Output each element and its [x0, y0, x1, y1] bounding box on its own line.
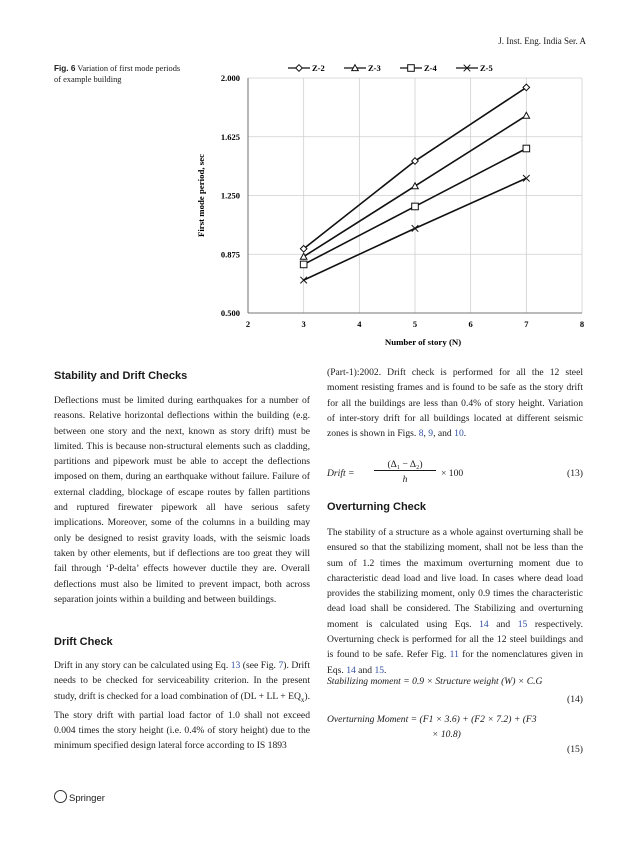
fig10-link[interactable]: 10 [454, 428, 464, 440]
x-tick-label: 2 [245, 319, 251, 329]
eq15-link-2[interactable]: 15 [374, 664, 385, 676]
sep-3: . [463, 428, 467, 440]
eq13-numerator: (Δ₁ − Δ₂) [374, 459, 436, 471]
legend-marker [296, 65, 303, 72]
eq15-number: (15) [567, 744, 583, 755]
x-tick-label: 5 [412, 319, 418, 329]
ot-text-a: The stability of a structure as a whole against overturning shall be ensured so that the stabilizing moment, shall not be less than the sum of 1.2 times the maximum overturning moment due to characteristic dead load and live load. In cases where dead load provides the stabilizing moment, only 0.9 times the characteristic dead load shall be considered. The Stabilizing and overturning moment is calculated using Eqs. [327, 527, 583, 630]
eq14-number: (14) [567, 694, 583, 705]
eq14-link[interactable]: 14 [479, 618, 489, 630]
sep-1: , [423, 428, 429, 440]
drift-check-text: (Part-1):2002. Drift check is performed for all the 12 steel moment resisting frames and is found to be safe as the story drift for all the buildings are less than 0.4% of story height. Variation of inter-story drift for all buildings located at different seismic zones is shown in Figs. [327, 367, 583, 440]
legend-label: Z-4 [424, 63, 437, 73]
legend-label: Z-2 [312, 63, 325, 73]
equation-15-line-1: Overturning Moment = (F1 × 3.6) + (F2 × 7.2) + (F3 [327, 714, 537, 725]
eq13-number: (13) [567, 468, 583, 479]
springer-logo-icon [54, 790, 67, 803]
legend-marker [408, 65, 415, 72]
x-axis-title: Number of story (N) [384, 337, 462, 347]
y-tick-label: 2.000 [220, 73, 240, 83]
ot-text-f: . [384, 664, 387, 676]
section-heading-drift: Drift Check [54, 636, 113, 648]
drift-text-a: Drift in any story can be calculated using Eq. [54, 660, 231, 671]
drift-paragraph [54, 658, 310, 754]
eq13-rhs: × 100 [441, 468, 464, 479]
eq13-denominator: h [402, 474, 408, 485]
publisher-name: Springer [69, 793, 105, 804]
stability-paragraph: Deflections must be limited during earthquakes for a number of reasons. Relative horizontal deflections within the building (e.g. between one story and the next, known as story drift) must be limited. This is because non-structural elements such as cladding, partitions and pipework must be able to accept the deflections imposed on them, during an earthquake without failure. Failure of external cladding, blockage of escape routes by fallen partitions and ruptured firewater pipework all have serious safety implications. Moreover, some of the columns in a building may only be designed to resist gravity loads, with the seismic loads taken by other elements, but if deflections are too great they will fail through ‘P-delta’ effects however ductile they are. Overall deflections must also be limited to prevent impact, both across separation joints within a building and between buildings. [54, 395, 310, 605]
figure-caption [54, 63, 189, 85]
equation-15-line-2: × 10.8) [432, 729, 461, 740]
section-heading-stability: Stability and Drift Checks [54, 370, 188, 382]
ot-text-e: and [355, 664, 375, 676]
ot-text-c: respectively. Overturning check is performed for all the 12 steel buildings and is found to be safe. Refer Fig. [327, 618, 583, 661]
x-tick-label: 3 [301, 319, 306, 329]
fig11-link[interactable]: 11 [449, 649, 459, 661]
data-point-z-3 [523, 112, 530, 118]
sep-2: , and [433, 428, 455, 440]
data-point-z-4 [412, 203, 419, 210]
drift-text-d: ). The story drift with partial load factor of 1.0 shall not exceed 0.004 times the story height (i.e. 0.4% of story height) due to the minimum specified design lateral force according to IS 1893 [54, 690, 310, 752]
period-chart [190, 56, 600, 356]
eq-subscript: x [300, 695, 305, 704]
data-point-z-4 [523, 145, 530, 152]
eq13-link[interactable]: 13 [230, 660, 241, 671]
y-tick-label: 1.250 [220, 190, 240, 201]
legend-label: Z-5 [480, 63, 493, 73]
figure-label: Fig. 6 [54, 64, 76, 73]
figure-caption-text: Variation of first mode periods of example building [54, 64, 181, 84]
legend-label: Z-3 [368, 63, 381, 73]
right-paragraph-1 [327, 365, 583, 441]
y-tick-label: 0.500 [220, 308, 240, 318]
overturning-paragraph [327, 525, 583, 678]
y-axis-title: First mode period, sec [196, 153, 206, 238]
x-tick-label: 4 [357, 319, 362, 329]
publisher-footer [54, 790, 105, 804]
y-tick-label: 1.625 [220, 131, 240, 142]
ot-text-b: and [488, 618, 518, 630]
drift-text-c: ). Drift needs to be checked for serviceability criterion. In the present study, drift is checked for a load combination of (DL + LL + EQ [54, 660, 310, 702]
data-point-z-4 [300, 261, 307, 268]
eq14-link-2[interactable]: 14 [346, 664, 356, 676]
section-heading-overturning: Overturning Check [327, 501, 427, 513]
equation-14: Stabilizing moment = 0.9 × Structure weight (W) × C.G [327, 676, 543, 687]
left-paragraph-1 [54, 393, 310, 607]
x-tick-label: 8 [579, 319, 585, 329]
x-tick-label: 7 [524, 319, 529, 329]
ot-text-d: for the nomenclatures given in Eqs. [327, 649, 583, 676]
fig8-link[interactable]: 8 [418, 428, 424, 440]
fig9-link[interactable]: 9 [428, 428, 434, 440]
drift-text-b: (see Fig. [240, 660, 279, 671]
eq13-lhs: Drift = [327, 468, 355, 479]
journal-header: J. Inst. Eng. India Ser. A [498, 36, 586, 46]
eq15-link[interactable]: 15 [517, 618, 528, 630]
fig7-link[interactable]: 7 [278, 660, 284, 671]
y-tick-label: 0.875 [220, 249, 240, 260]
x-tick-label: 6 [468, 319, 473, 329]
